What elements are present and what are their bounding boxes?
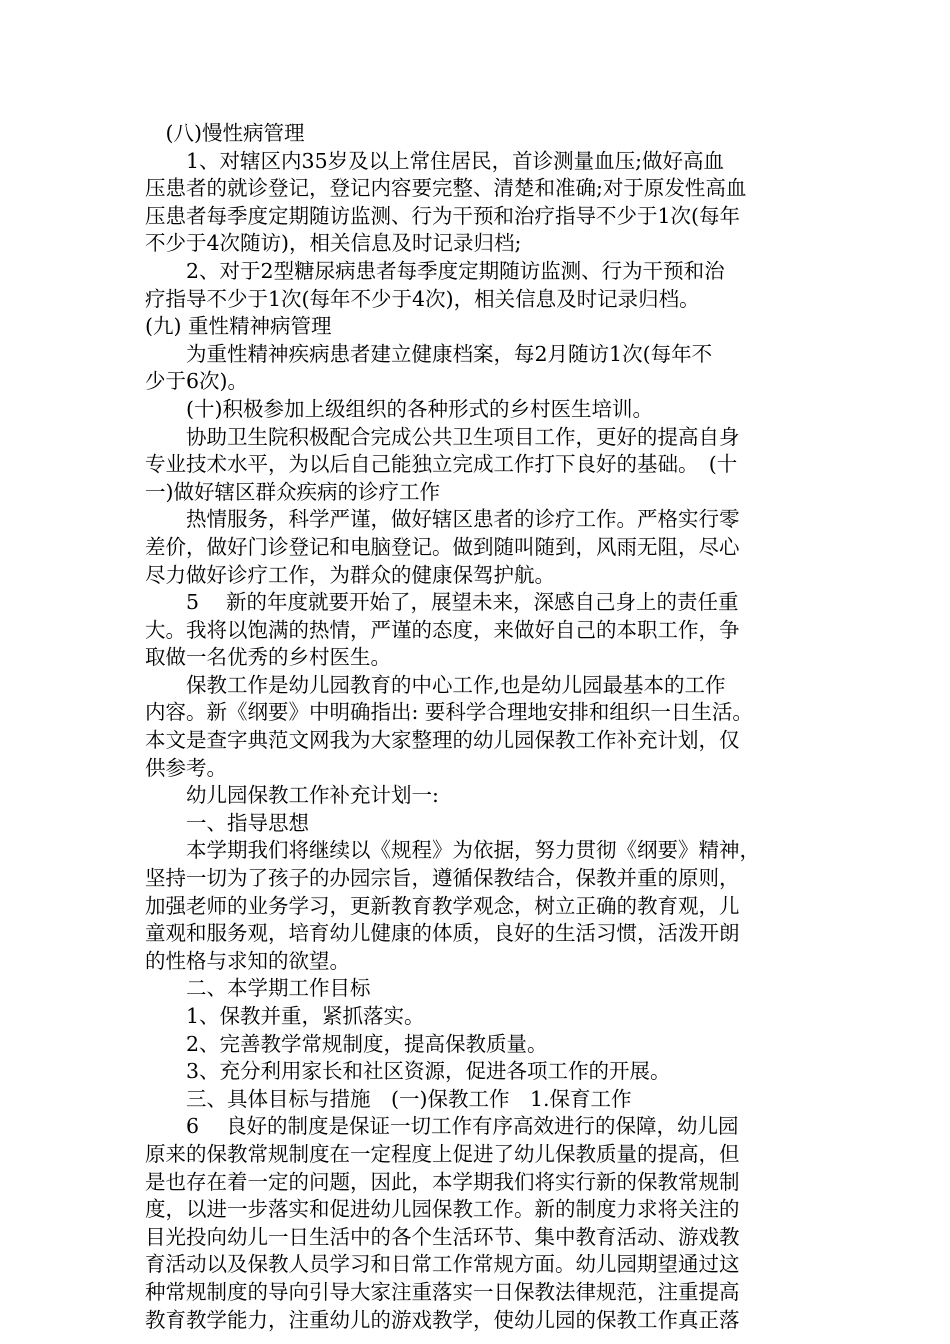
text-line: 协助卫生院积极配合完成公共卫生项目工作，更好的提高自身 (145, 424, 740, 449)
text-line: (九) 重性精神病管理 (145, 314, 332, 339)
text-line: 大。我将以饱满的热情，严谨的态度，来做好自己的本职工作，争 (145, 617, 740, 642)
text-line: 教育教学能力，注重幼儿的游戏教学，使幼儿园的保教工作真正落 (145, 1307, 740, 1332)
text-line: 内容。新《纲要》中明确指出: 要科学合理地安排和组织一日生活。 (145, 700, 753, 725)
text-line: 是也存在着一定的问题，因此，本学期我们将实行新的保教常规制 (145, 1169, 740, 1194)
text-line: 育活动以及保教人员学习和日常工作常规方面。幼儿园期望通过这 (145, 1252, 740, 1277)
text-line: 压患者每季度定期随访监测、行为干预和治疗指导不少于1次(每年 (145, 203, 741, 228)
text-line: 3、充分利用家长和社区资源，促进各项工作的开展。 (145, 1059, 671, 1084)
text-line: 一)做好辖区群众疾病的诊疗工作 (145, 479, 440, 504)
text-line: 6 良好的制度是保证一切工作有序高效进行的保障，幼儿园 (145, 1114, 739, 1139)
text-line: 种常规制度的导向引导大家注重落实一日保教法律规范，注重提高 (145, 1279, 740, 1304)
text-line: 尽力做好诊疗工作，为群众的健康保驾护航。 (145, 562, 555, 587)
text-line: 目光投向幼儿一日生活中的各个生活环节、集中教育活动、游戏教 (145, 1224, 740, 1249)
text-line: 加强老师的业务学习，更新教育教学观念，树立正确的教育观，儿 (145, 893, 740, 918)
text-line: 不少于4次随访)，相关信息及时记录归档; (145, 231, 522, 256)
text-line: 原来的保教常规制度在一定程度上促进了幼儿保教质量的提高，但 (145, 1141, 740, 1166)
text-line: 专业技术水平，为以后自己能独立完成工作打下良好的基础。 (十 (145, 452, 738, 477)
text-line: 热情服务，科学严谨，做好辖区患者的诊疗工作。严格实行零 (145, 507, 740, 532)
text-line: 供参考。 (145, 755, 227, 780)
text-line: 三、具体目标与措施 (一)保教工作 1.保育工作 (145, 1086, 632, 1111)
text-line: 幼儿园保教工作补充计划一: (145, 783, 439, 808)
text-line: 坚持一切为了孩子的办园宗旨，遵循保教结合，保教并重的原则， (145, 866, 740, 891)
text-line: 保教工作是幼儿园教育的中心工作,也是幼儿园最基本的工作 (145, 672, 726, 697)
text-line: 疗指导不少于1次(每年不少于4次)，相关信息及时记录归档。 (145, 286, 700, 311)
text-line: 为重性精神疾病患者建立健康档案，每2月随访1次(每年不 (145, 341, 713, 366)
text-line: 1、保教并重，紧抓落实。 (145, 1004, 425, 1028)
text-line: 二、本学期工作目标 (145, 976, 371, 1001)
text-line: 童观和服务观，培育幼儿健康的体质，良好的生活习惯，活泼开朗 (145, 921, 740, 946)
text-line: (八)慢性病管理 (145, 121, 305, 145)
text-line: 本学期我们将继续以《规程》为依据，努力贯彻《纲要》精神， (145, 838, 760, 863)
text-line: 一、指导思想 (145, 810, 309, 835)
text-line: (十)积极参加上级组织的各种形式的乡村医生培训。 (145, 396, 653, 421)
document-body (145, 120, 805, 1334)
text-line: 压患者的就诊登记，登记内容要完整、清楚和准确;对于原发性高血 (145, 176, 747, 201)
text-line: 度，以进一步落实和促进幼儿园保教工作。新的制度力求将关注的 (145, 1197, 740, 1222)
text-line: 取做一名优秀的乡村医生。 (145, 645, 391, 670)
text-line: 的性格与求知的欲望。 (145, 948, 350, 973)
text-line: 少于6次)。 (145, 369, 249, 394)
text-line: 1、对辖区内35岁及以上常住居民，首诊测量血压;做好高血 (145, 148, 725, 173)
text-line: 5 新的年度就要开始了，展望未来，深感自己身上的责任重 (145, 590, 739, 615)
text-line: 差价，做好门诊登记和电脑登记。做到随叫随到，风雨无阻，尽心 (145, 534, 740, 559)
text-line: 2、对于2型糖尿病患者每季度定期随访监测、行为干预和治 (145, 258, 725, 283)
text-line: 2、完善教学常规制度，提高保教质量。 (145, 1031, 548, 1056)
text-line: 本文是查字典范文网我为大家整理的幼儿园保教工作补充计划，仅 (145, 728, 740, 753)
